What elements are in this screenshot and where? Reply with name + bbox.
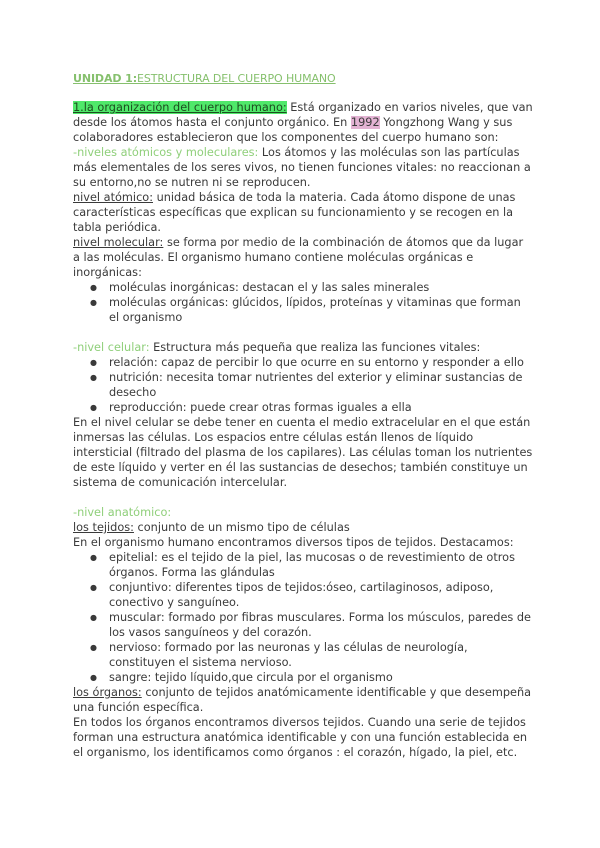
nivel-molecular-paragraph — [73, 235, 533, 280]
tejidos-label: los tejidos: — [73, 521, 134, 534]
anatomic-heading: -nivel anatómico: — [73, 506, 172, 519]
molecules-list — [73, 280, 533, 325]
cell-paragraph: En el nivel celular se debe tener en cuenta el medio extracelular en el que están inmersas las células. Los espacios entre células están llenos de líquido intersticial (filtrado del plasma de los capilares). Las células toman los nutrientes de este líquido y verter en él las sustancias de desechos; también constituye un sistema de comunicación intercelular. — [73, 416, 533, 489]
list-item: ● conjuntivo: diferentes tipos de tejidos:óseo, cartilaginosos, adiposo, conectivo y sanguíneo. — [109, 580, 533, 610]
tejidos-text: conjunto de un mismo tipo de células — [133, 521, 350, 534]
section-organization — [73, 100, 533, 145]
list-item: ● nervioso: formado por las neuronas y las células de neurología, constituyen el sistema nervioso. — [109, 640, 533, 670]
cellular-paragraph — [73, 340, 533, 355]
unit-title — [73, 71, 533, 86]
list-item: ● reproducción: puede crear otras formas iguales a ella — [109, 400, 533, 415]
year-highlight: 1992 — [350, 116, 380, 129]
document-page — [73, 71, 533, 760]
list-item: ● sangre: tejido líquido,que circula por el organismo — [109, 670, 533, 685]
atomic-molecular-text: Los átomos y las moléculas son las partículas más elementales de los seres vivos, no tienen funciones vitales: no reaccionan a su entorno,no se nutren ni se reproducen. — [73, 146, 531, 189]
organos-label: los órganos: — [73, 686, 142, 699]
nivel-molecular-label: nivel molecular: — [73, 236, 164, 249]
atomic-molecular-paragraph — [73, 145, 533, 190]
list-item: ● nutrición: necesita tomar nutrientes del exterior y eliminar sustancias de desecho — [109, 370, 533, 400]
tejidos-intro: En el organismo humano encontramos diversos tipos de tejidos. Destacamos: — [73, 536, 514, 549]
organos-explanation: En todos los órganos encontramos diversos tejidos. Cuando una serie de tejidos forman una estructura anatómica identificable y con una función establecida en el organismo, los identificamos como órganos : el corazón, hígado, la piel, etc. — [73, 716, 528, 759]
unit-title-text: ESTRUCTURA DEL CUERPO HUMANO — [137, 72, 336, 85]
nivel-molecular-text: se forma por medio de la combinación de átomos que da lugar a las moléculas. El organismo humano contiene moléculas orgánicas e inorgánicas: — [73, 236, 524, 279]
nivel-atomico-text: unidad básica de toda la materia. Cada átomo dispone de unas características específicas que explican su funcionamiento y se recogen en la tabla periódica. — [73, 191, 516, 234]
tissue-types-list — [73, 550, 533, 685]
section-organization-text-b: Yongzhong Wang y sus colaboradores establecieron que los componentes del cuerpo humano son: — [73, 116, 513, 144]
section-organization-text-a: Está organizado en varios niveles, que van desde los átomos hasta el conjunto orgánico. En — [73, 101, 533, 129]
nivel-atomico-label: nivel atómico: — [73, 191, 153, 204]
list-item: ● relación: capaz de percibir lo que ocurre en su entorno y responder a ello — [109, 355, 533, 370]
cellular-heading: -nivel celular: — [73, 341, 150, 354]
organos-text: conjunto de tejidos anatómicamente identificable y que desempeña una función específica. — [73, 686, 532, 714]
cell-functions-list — [73, 355, 533, 415]
list-item: ● moléculas inorgánicas: destacan el y las sales minerales — [109, 280, 533, 295]
section-organization-heading: 1.la organización del cuerpo humano: — [73, 101, 287, 114]
cellular-text: Estructura más pequeña que realiza las funciones vitales: — [149, 341, 481, 354]
organos-paragraph — [73, 685, 533, 715]
atomic-molecular-heading: -niveles atómicos y moleculares: — [73, 146, 259, 159]
list-item: ● moléculas orgánicas: glúcidos, lípidos, proteínas y vitaminas que forman el organismo — [109, 295, 533, 325]
nivel-atomico-paragraph — [73, 190, 533, 235]
tejidos-paragraph — [73, 520, 533, 535]
list-item: ● muscular: formado por fibras musculares. Forma los músculos, paredes de los vasos sanguíneos y del corazón. — [109, 610, 533, 640]
unit-title-prefix: UNIDAD 1: — [73, 72, 137, 85]
list-item: ● epitelial: es el tejido de la piel, las mucosas o de revestimiento de otros órganos. Forma las glándulas — [109, 550, 533, 580]
